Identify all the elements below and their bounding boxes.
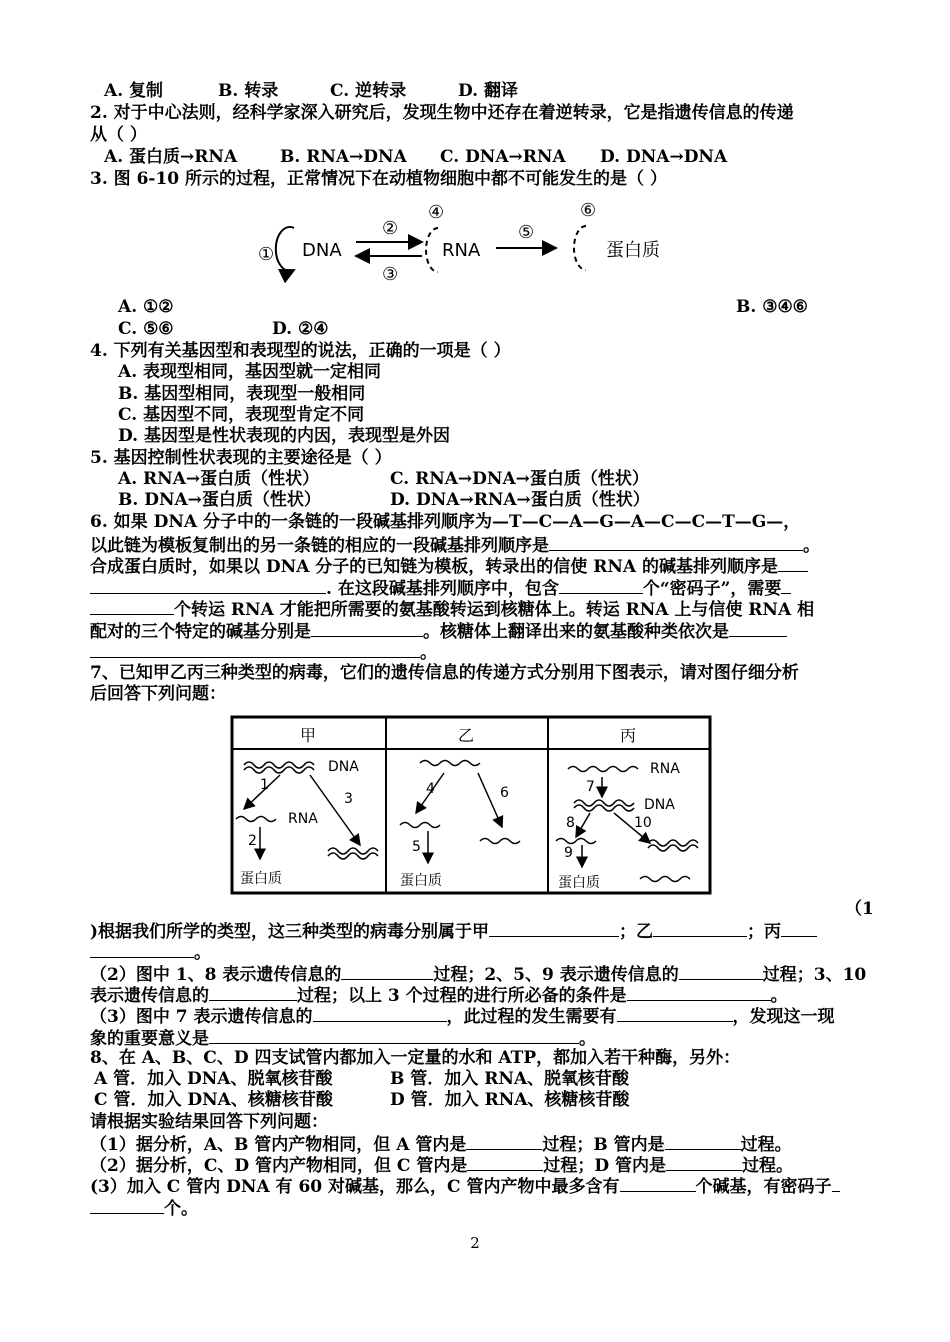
q8-part2-text-c: 过程。: [742, 1156, 794, 1176]
q8-part2-text-a: （2）据分析，C、D 管内产物相同，但 C 管内是: [90, 1156, 468, 1176]
q1-option-c: C. 逆转录: [330, 81, 407, 101]
q8-tube-c-process-blank[interactable]: [467, 1153, 543, 1171]
q3-option-b: B. ③④⑥: [736, 297, 808, 317]
q7-line2: 后回答下列问题：: [90, 684, 226, 704]
jia-rna-label: RNA: [288, 811, 318, 827]
q8-part2-text-b: 过程；D 管内是: [543, 1156, 667, 1176]
q8-codon-blank-start[interactable]: [832, 1174, 840, 1192]
q8-tube-a: A 管．加入 DNA、脱氧核苷酸: [94, 1069, 333, 1089]
q7-line1: 7、已知甲乙丙三种类型的病毒，它们的遗传信息的传递方式分别用下图表示，请对图仔细分析: [90, 663, 799, 683]
q8-part1-text-a: （1）据分析，A、B 管内产物相同，但 A 管内是: [90, 1135, 467, 1155]
bing-number-10: 10: [634, 815, 652, 831]
virus-transfer-figure: [230, 715, 714, 897]
jia-dna-label: DNA: [328, 759, 359, 775]
q7-part1-text-b: ；乙: [619, 922, 654, 942]
q6-line2-end: 。: [803, 536, 820, 556]
figure-protein-label: 蛋白质: [606, 240, 660, 261]
q4-option-b: B. 基因型相同，表现型一般相同: [118, 384, 366, 404]
q8-part3-cont: [90, 1196, 198, 1220]
q6-anticodon-blank[interactable]: [311, 619, 423, 637]
q2-option-a: A. 蛋白质→RNA: [104, 147, 238, 167]
figure-label-2: ②: [382, 218, 399, 239]
q8-tube-b: B 管．加入 RNA、脱氧核苷酸: [390, 1069, 630, 1089]
q6-line4-text-a: . 在这段碱基排列顺序中，包含: [326, 579, 559, 599]
q4-option-a: A. 表现型相同，基因型就一定相同: [118, 362, 382, 382]
q1-option-a: A. 复制: [104, 81, 164, 101]
q8-stem: 8、在 A、B、C、D 四支试管内都加入一定量的水和 ATP，都加入若干种酶，另外：: [90, 1048, 741, 1068]
q2-option-d: D. DNA→DNA: [600, 147, 728, 167]
q6-line3: [90, 554, 808, 578]
q7-part3-line1: [90, 1004, 835, 1028]
q6-aa-blank-start[interactable]: [729, 619, 787, 637]
q2-option-b: B. RNA→DNA: [280, 147, 407, 167]
q2-option-c: C. DNA→RNA: [440, 147, 566, 167]
q7-significance-blank[interactable]: [209, 1026, 579, 1044]
q7-part2-end: 。: [770, 986, 788, 1006]
q6-line1: 6. 如果 DNA 分子中的一条链的一段碱基排列顺序为—T—C—A—G—A—C—C—T—G—，: [90, 512, 801, 532]
q5-option-b: B. DNA→蛋白质（性状）: [118, 490, 321, 510]
q8-codon-count-blank[interactable]: [90, 1196, 164, 1214]
q7-conditions-blank[interactable]: [627, 983, 771, 1001]
q7-process-259-blank[interactable]: [679, 962, 763, 980]
q8-part1-text-b: 过程；B 管内是: [542, 1135, 665, 1155]
bing-number-8: 8: [566, 815, 575, 831]
q7-yi-type-blank[interactable]: [653, 919, 747, 937]
q7-requirement-blank[interactable]: [617, 1004, 733, 1022]
figure-label-6: ⑥: [580, 200, 597, 221]
q7-part3-text-d: 象的重要意义是: [90, 1029, 209, 1049]
q6-line6-text-a: 配对的三个特定的碱基分别是: [90, 622, 311, 642]
q7-bing-type-blank[interactable]: [90, 940, 194, 958]
q6-amino-acid-blank[interactable]: [90, 640, 420, 658]
q7-part3-text-c: ，发现这一现: [732, 1007, 835, 1027]
q1-option-b: B. 转录: [218, 81, 279, 101]
page-number: 2: [470, 1234, 480, 1252]
q6-line2-text: 以此链为模板复制出的另一条链的相应的一段碱基排列顺序是: [90, 536, 549, 556]
figure-dna-label: DNA: [302, 240, 342, 261]
bing-number-7: 7: [586, 779, 595, 795]
figure-label-1: ①: [258, 244, 275, 265]
q8-tube-d: D 管．加入 RNA、核糖核苷酸: [390, 1090, 630, 1110]
q6-line3-text: 合成蛋白质时，如果以 DNA 分子的已知链为模板，转录出的信使 RNA 的碱基排列顺序是: [90, 557, 779, 577]
jia-number-3: 3: [344, 791, 353, 807]
q5-option-c: C. RNA→DNA→蛋白质（性状）: [390, 469, 649, 489]
q8-part3-text-a: (3）加入 C 管内 DNA 有 60 对碱基，那么，C 管内产物中最多含有: [90, 1177, 620, 1197]
panel-header-bing: 丙: [620, 726, 637, 745]
q3-option-d: D. ②④: [272, 319, 329, 339]
q3-option-c: C. ⑤⑥: [118, 319, 174, 339]
q7-part2-text-e: 过程；以上 3 个过程的进行所必备的条件是: [297, 986, 627, 1006]
q7-process-7-blank[interactable]: [313, 1004, 447, 1022]
panel-header-yi: 乙: [458, 726, 475, 745]
q7-part3-end: 。: [579, 1029, 596, 1049]
figure-label-5: ⑤: [518, 222, 535, 243]
q7-jia-type-blank[interactable]: [489, 919, 619, 937]
q6-line5: [90, 597, 814, 621]
q8-part3-text-b: 个碱基，有密码子: [695, 1177, 832, 1197]
figure-rna-label: RNA: [442, 240, 481, 261]
bing-protein-label: 蛋白质: [558, 875, 600, 891]
q4-stem: 4. 下列有关基因型和表现型的说法，正确的一项是（ ）: [90, 341, 511, 361]
panel-header-jia: 甲: [300, 726, 317, 745]
q8-part1-text-c: 过程。: [740, 1135, 792, 1155]
q8-part3-text-c: 个。: [164, 1199, 198, 1219]
bing-dna-label: DNA: [644, 797, 675, 813]
q6-line5-text: 个转运 RNA 才能把所需要的氨基酸转运到核糖体上。转运 RNA 上与信使 RNA 相: [174, 600, 815, 620]
yi-protein-label: 蛋白质: [400, 873, 442, 889]
q5-option-d: D. DNA→RNA→蛋白质（性状）: [390, 490, 650, 510]
q8-tube-d-process-blank[interactable]: [666, 1153, 742, 1171]
q7-part2-text-d: 表示遗传信息的: [90, 986, 209, 1006]
q6-line4-text-b: 个“密码子”，需要: [642, 579, 782, 599]
q7-part2-text-b: 过程；2、5、9 表示遗传信息的: [433, 965, 679, 985]
q7-part2-text-a: （2）图中 1、8 表示遗传信息的: [90, 965, 342, 985]
q7-part1-text-a: )根据我们所学的类型，这三种类型的病毒分别属于甲: [90, 922, 490, 942]
q8-tube-a-process-blank[interactable]: [466, 1132, 542, 1150]
q4-option-c: C. 基因型不同，表现型肯定不同: [118, 405, 365, 425]
q5-option-a: A. RNA→蛋白质（性状）: [118, 469, 320, 489]
q7-process-310-blank[interactable]: [209, 983, 297, 1001]
figure-label-4: ④: [428, 202, 445, 223]
q6-codon-count-blank[interactable]: [559, 576, 643, 594]
jia-number-1: 1: [260, 777, 269, 793]
q6-mrna-blank[interactable]: [90, 576, 326, 594]
central-dogma-figure: [250, 198, 690, 288]
q8-base-count-blank[interactable]: [620, 1174, 696, 1192]
q8-part3: [90, 1174, 840, 1198]
q7-part1-text-c: ；丙: [747, 922, 782, 942]
q6-line7-end: 。: [420, 643, 437, 663]
q6-line6-text-b: 。核糖体上翻译出来的氨基酸种类依次是: [423, 622, 729, 642]
bing-number-9: 9: [564, 845, 573, 861]
q6-trna-count-blank[interactable]: [90, 597, 174, 615]
q8-tube-b-process-blank[interactable]: [665, 1132, 741, 1150]
jia-number-2: 2: [248, 833, 257, 849]
yi-number-4: 4: [426, 781, 435, 797]
q6-line7: [90, 640, 437, 664]
q4-option-d: D. 基因型是性状表现的内因，表现型是外因: [118, 426, 450, 446]
q7-part1-cont: [90, 940, 211, 964]
q7-part3-text-b: ，此过程的发生需要有: [446, 1007, 617, 1027]
q7-part1-end: 。: [194, 943, 211, 963]
bing-rna-label: RNA: [650, 761, 680, 777]
yi-number-5: 5: [412, 839, 421, 855]
q6-mrna-blank-start[interactable]: [778, 554, 808, 572]
q8-intro: 请根据实验结果回答下列问题：: [90, 1112, 328, 1132]
q3-option-a: A. ①②: [118, 297, 174, 317]
q8-tube-c: C 管．加入 DNA、核糖核苷酸: [94, 1090, 333, 1110]
yi-number-6: 6: [500, 785, 509, 801]
q7-part1-open: （1: [845, 899, 874, 919]
figure-label-3: ③: [382, 264, 399, 285]
q2-stem-line2: 从（ ）: [90, 125, 147, 145]
q7-part2-text-c: 过程；3、10: [762, 965, 867, 985]
q6-trna-blank-start[interactable]: [781, 576, 791, 594]
jia-protein-label: 蛋白质: [240, 871, 282, 887]
q7-part3-text-a: （3）图中 7 表示遗传信息的: [90, 1007, 313, 1027]
q2-stem-line1: 2. 对于中心法则，经科学家深入研究后，发现生物中还存在着逆转录，它是指遗传信息的传递: [90, 103, 794, 123]
q3-stem: 3. 图 6-10 所示的过程，正常情况下在动植物细胞中都不可能发生的是（ ）: [90, 169, 667, 189]
q5-stem: 5. 基因控制性状表现的主要途径是（ ）: [90, 448, 392, 468]
q6-complement-blank[interactable]: [549, 533, 803, 551]
q7-bing-type-blank-start[interactable]: [781, 919, 817, 937]
q1-option-d: D. 翻译: [458, 81, 518, 101]
q7-process-18-blank[interactable]: [341, 962, 433, 980]
